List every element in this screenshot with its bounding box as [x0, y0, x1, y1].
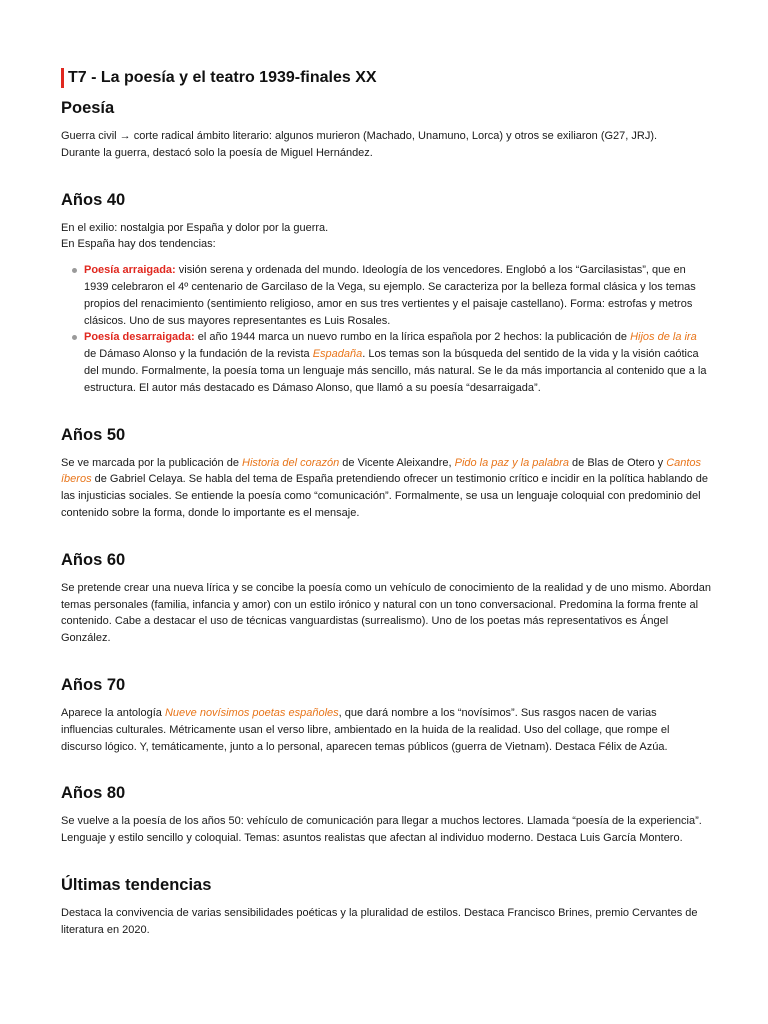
section-anos-80 — [61, 783, 711, 847]
poesia-line2: Durante la guerra, destacó solo la poesía de Miguel Hernández. — [61, 146, 373, 159]
heading-anos-40: Años 40 — [61, 190, 126, 209]
desarraigada-label: Poesía desarraigada: — [84, 331, 195, 344]
section-anos-40 — [61, 190, 711, 397]
heading-anos-50: Años 50 — [61, 425, 126, 444]
anos40-line1: En el exilio: nostalgia por España y dolor por la guerra. — [61, 221, 329, 234]
desarraigada-text: . Los temas son la búsqueda del sentido de la vida y la visión caótica del mundo. Formalmente, la poesía toma un lenguaje más sencillo, más natural. Se le da más importancia al contenido que a la estructura. El autor más destacado es Dámaso Alonso, que llamó a su poesía “desarraigada”. — [84, 348, 707, 394]
heading-anos-70: Años 70 — [61, 675, 126, 694]
arraigada-text: visión serena y ordenada del mundo. Ideología de los vencedores. Englobó a los “Garcilasistas”, que en 1939 celebraron el 4º centenario de Garcilaso de la Vega, su ejemplo. Se caracteriza por la belleza formal clásica y los temas propios del renacimiento (sentimiento religioso, amor en sus tres vertientes y el paisaje castellano). Forma: estrofas y metros clásicos. Uno de sus mayores representantes es Luis Rosales. — [84, 264, 696, 327]
tendencias-list — [61, 262, 711, 396]
work-title-link[interactable]: Cantos íberos — [61, 456, 702, 486]
desarraigada-text: el año 1944 marca un nuevo rumbo en la lírica española por 2 hechos: la publicación de — [194, 331, 631, 344]
section-anos-70 — [61, 675, 711, 755]
paragraph — [61, 455, 711, 522]
anos50-text: de Vicente Aleixandre, — [339, 456, 455, 469]
bullet-icon — [72, 268, 77, 273]
arraigada-label: Poesía arraigada: — [84, 264, 176, 277]
poesia-line1: Guerra civil → corte radical ámbito literario: algunos murieron (Machado, Unamuno, Lorca) y otros se exiliaron (G27, JRJ). — [61, 130, 658, 142]
document-body — [61, 68, 711, 939]
heading-anos-80: Años 80 — [61, 784, 126, 803]
heading-ultimas-tendencias: Últimas tendencias — [61, 875, 212, 894]
heading-poesia: Poesía — [61, 99, 115, 117]
section-poesia — [61, 98, 711, 162]
anos70-text: , que dará nombre a los “novísimos”. Sus rasgos nacen de varias influencias culturales. Métricamente usan el verso libre, ambientado en la huida de la realidad. Uso del collage, que rompe el discurso lógico. Y, temáticamente, junto a lo personal, aparecen temas públicos (guerra de Vietnam). Destaca Félix de Azúa. — [61, 706, 670, 753]
list-item — [84, 329, 711, 396]
work-title-link[interactable]: Hijos de la ira — [630, 331, 697, 344]
anos40-line2: En España hay dos tendencias: — [61, 238, 216, 251]
work-title-link[interactable]: Pido la paz y la palabra — [454, 456, 569, 469]
section-ultimas-tendencias — [61, 875, 711, 939]
anos50-text: de Blas de Otero y — [568, 456, 667, 469]
paragraph: Destaca la convivencia de varias sensibilidades poéticas y la pluralidad de estilos. Destaca Francisco Brines, premio Cervantes de literatura en 2020. — [61, 906, 698, 936]
anos70-text: Aparece la antología — [61, 706, 165, 719]
work-title-link[interactable]: Historia del corazón — [242, 456, 340, 469]
paragraph: Se pretende crear una nueva lírica y se concibe la poesía como un vehículo de conocimiento de la realidad y de uno mismo. Abordan temas personales (familia, infancia y amor) con un estilo irónico y natural con un tono conversacional. Predomina la forma frente al contenido. Cabe a destacar el uso de técnicas vanguardistas (surrealismo). Uno de los poetas más representativos es Ángel González. — [61, 581, 712, 645]
heading-anos-60: Años 60 — [61, 550, 126, 569]
anos50-text: Se ve marcada por la publicación de — [61, 456, 242, 469]
paragraph — [61, 705, 711, 755]
paragraph: Se vuelve a la poesía de los años 50: vehículo de comunicación para llegar a muchos lectores. Llamada “poesía de la experiencia”. Lenguaje y estilo sencillo y coloquial. Temas: asuntos realistas que afectan al individuo moderno. Destaca Luis García Montero. — [61, 815, 702, 845]
list-item — [84, 262, 711, 329]
bullet-icon — [72, 335, 77, 340]
work-title-link[interactable]: Espadaña — [312, 348, 363, 361]
paragraph — [61, 128, 711, 162]
anos50-text: de Gabriel Celaya. Se habla del tema de España pretendiendo ofrecer un testimonio crítico e incidir en la política hablando de las injusticias sociales. Se entiende la poesía como “comunicación”. Formalmente, se usa un lenguaje coloquial con predominio del contenido sobre la forma, donde lo importante es el mensaje. — [61, 473, 708, 519]
section-anos-50 — [61, 425, 711, 522]
document-title: T7 - La poesía y el teatro 1939-finales XX — [61, 68, 711, 88]
section-anos-60 — [61, 550, 711, 647]
paragraph — [61, 220, 711, 254]
desarraigada-text: de Dámaso Alonso y la fundación de la revista — [84, 348, 313, 361]
work-title-link[interactable]: Nueve novísimos poetas españoles — [164, 706, 339, 719]
